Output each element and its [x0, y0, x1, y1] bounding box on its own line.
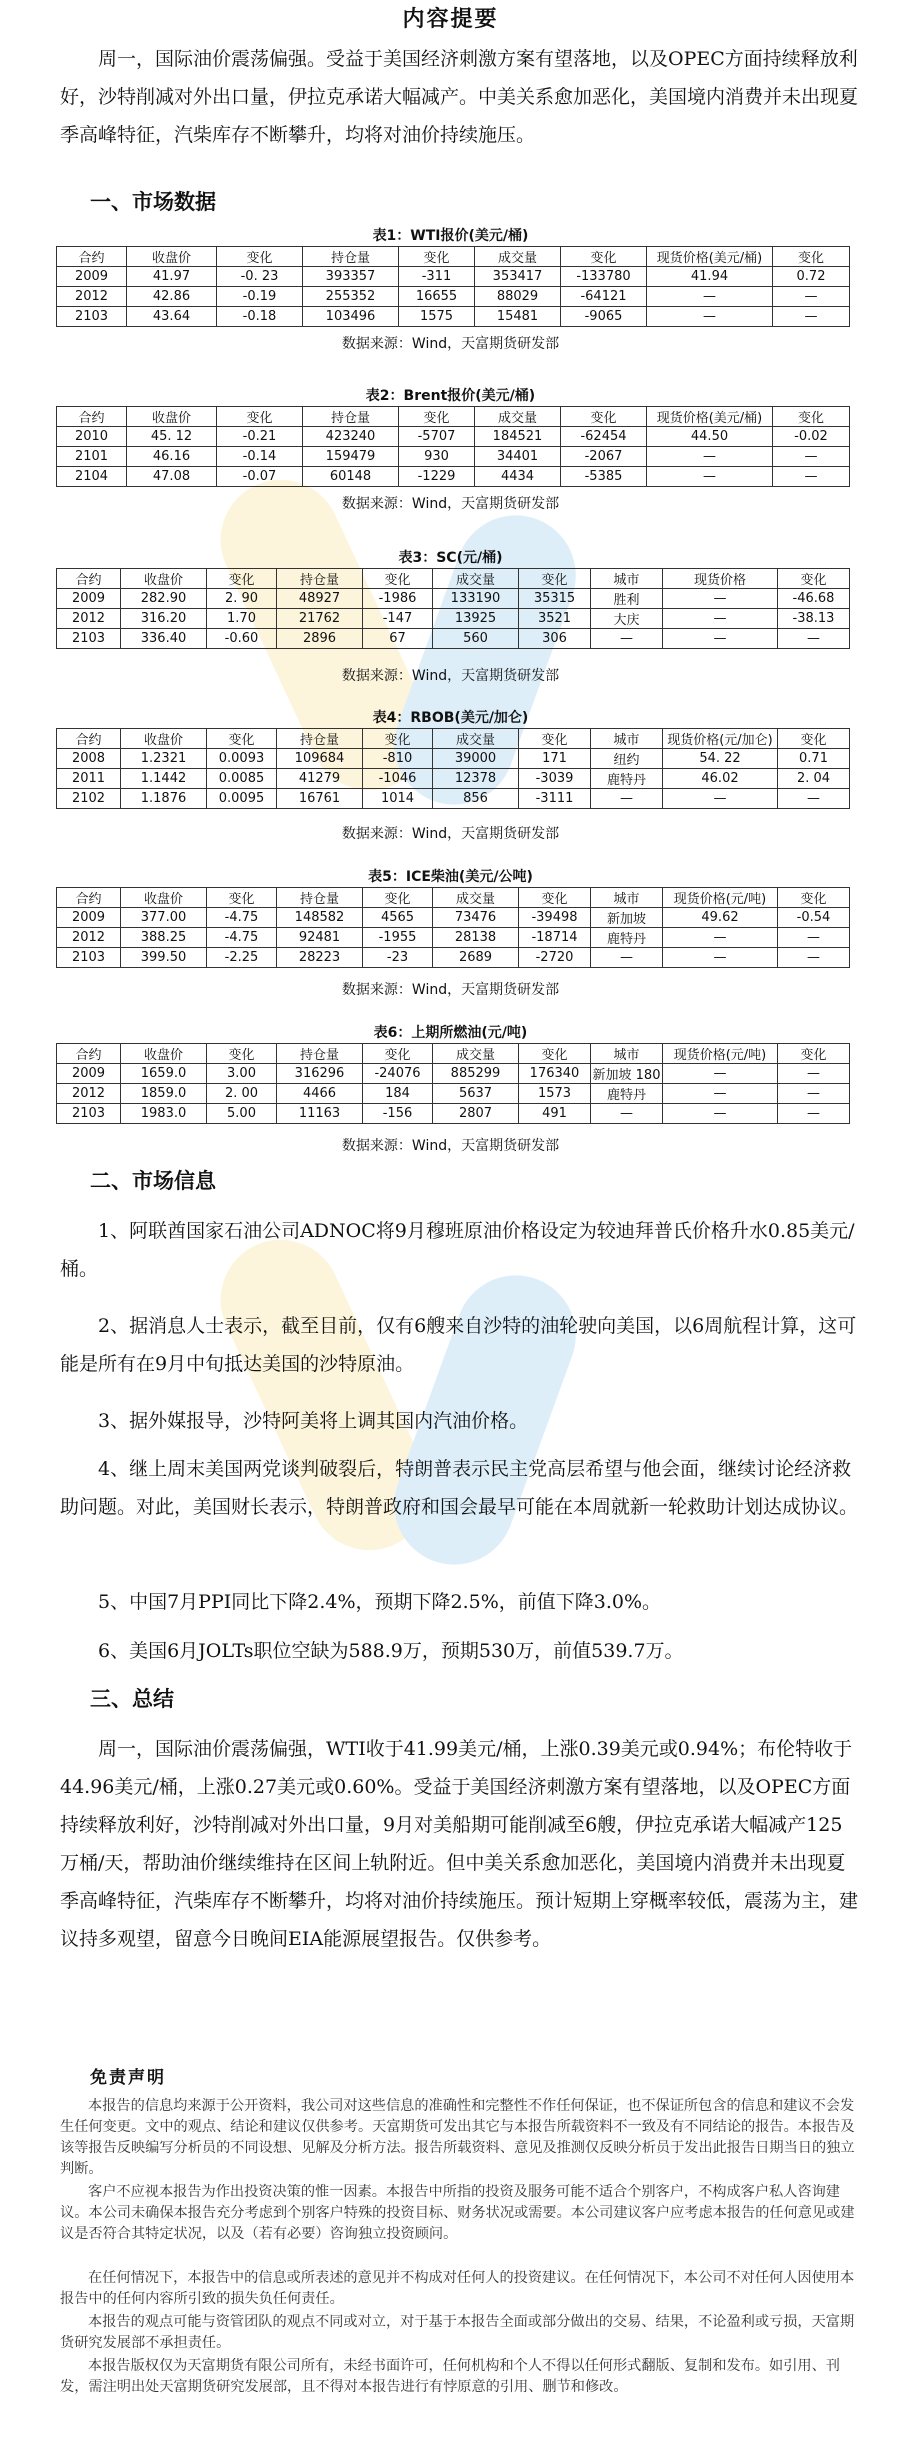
table-cell: —	[773, 307, 850, 327]
table-cell: —	[663, 948, 778, 968]
summary-paragraph: 周一，国际油价震荡偏强。受益于美国经济刺激方案有望落地，以及OPEC方面持续释放利好，沙特削减对外出口量，伊拉克承诺大幅减产。中美关系愈加恶化，美国境内消费并未出现夏季高峰特征，汽柴库存不断攀升，均将对油价持续施压。	[60, 48, 859, 146]
table-cell: —	[647, 287, 773, 307]
table-cell: 15481	[475, 307, 561, 327]
table-header-cell: 变化	[561, 407, 647, 427]
table-cell: —	[591, 629, 663, 649]
table-header-cell: 收盘价	[127, 247, 217, 267]
table-row	[57, 467, 850, 487]
table-cell: 28223	[277, 948, 363, 968]
table-header-cell: 变化	[778, 1044, 850, 1064]
disclaimer-paragraph: 本报告版权仅为天富期货有限公司所有，未经书面许可，任何机构和个人不得以任何形式翻版、复制和发布。如引用、刊发，需注明出处天富期货研究发展部，且不得对本报告进行有悖原意的引用、删节和修改。	[60, 2358, 840, 2395]
table-cell: —	[663, 609, 778, 629]
table-header-cell: 变化	[778, 888, 850, 908]
table-cell: -64121	[561, 287, 647, 307]
table-cell: 88029	[475, 287, 561, 307]
section-market-info-heading: 二、市场信息	[90, 1169, 216, 1193]
market-info-item: 2、据消息人士表示，截至目前，仅有6艘来自沙特的油轮驶向美国，以6周航程计算，这可能是所有在9月中旬抵达美国的沙特原油。	[60, 1315, 857, 1375]
table-header-cell: 变化	[363, 729, 433, 749]
table-header-cell: 变化	[363, 569, 433, 589]
table-cell: —	[773, 447, 850, 467]
table-cell: -1955	[363, 928, 433, 948]
wti-table	[56, 246, 850, 327]
table-header-cell: 收盘价	[121, 1044, 207, 1064]
table-cell: 388.25	[121, 928, 207, 948]
disclaimer-paragraph: 在任何情况下，本报告中的信息或所表述的意见并不构成对任何人的投资建议。在任何情况下，本公司不对任何人因使用本报告中的任何内容所引致的损失负任何责任。	[60, 2270, 855, 2307]
table-cell: -311	[399, 267, 475, 287]
table-header-cell: 合约	[57, 569, 121, 589]
table-cell: 鹿特丹	[591, 769, 663, 789]
table-cell: -0.02	[773, 427, 850, 447]
table-cell: 44.50	[647, 427, 773, 447]
table-cell: -1046	[363, 769, 433, 789]
table-cell: —	[647, 467, 773, 487]
table-header-cell: 持仓量	[303, 247, 399, 267]
table-cell: 2103	[57, 948, 121, 968]
table-cell: 0.0085	[207, 769, 277, 789]
table-cell: 2101	[57, 447, 127, 467]
table-cell: 2009	[57, 267, 127, 287]
table-caption: 表5：ICE柴油(美元/公吨)	[368, 869, 533, 885]
disclaimer-paragraph: 本报告的观点可能与资管团队的观点不同或对立，对于基于本报告全面或部分做出的交易、结果，不论盈利或亏损，天富期货研究发展部不承担责任。	[60, 2314, 855, 2351]
table-cell: 2012	[57, 609, 121, 629]
table-cell: 0.0095	[207, 789, 277, 809]
table-cell: 2. 04	[778, 769, 850, 789]
market-info-item: 4、继上周末美国两党谈判破裂后，特朗普表示民主党高层希望与他会面，继续讨论经济救助问题。对此，美国财长表示，特朗普政府和国会最早可能在本周就新一轮救助计划达成协议。	[60, 1458, 859, 1518]
table-cell: 2102	[57, 789, 121, 809]
table-header-cell: 现货价格(元/吨)	[663, 888, 778, 908]
table-cell: -0.14	[217, 447, 303, 467]
table-cell: 171	[519, 749, 591, 769]
table-header-cell: 变化	[207, 729, 277, 749]
table-header-row	[57, 888, 850, 908]
table-cell: 316.20	[121, 609, 207, 629]
data-source-note: 数据来源：Wind，天富期货研发部	[341, 982, 560, 998]
table-cell: 255352	[303, 287, 399, 307]
table-cell: -4.75	[207, 928, 277, 948]
table-row	[57, 789, 850, 809]
table-header-cell: 变化	[399, 247, 475, 267]
table-cell: 41.94	[647, 267, 773, 287]
table-cell: -0.21	[217, 427, 303, 447]
table-cell: -2067	[561, 447, 647, 467]
table-cell: —	[773, 467, 850, 487]
table-cell: -4.75	[207, 908, 277, 928]
table-cell: 21762	[277, 609, 363, 629]
table-cell: 60148	[303, 467, 399, 487]
table-cell: 2010	[57, 427, 127, 447]
table-cell: -2.25	[207, 948, 277, 968]
table-cell: 0.72	[773, 267, 850, 287]
table-cell: 46.16	[127, 447, 217, 467]
market-info-item: 1、阿联酋国家石油公司ADNOC将9月穆班原油价格设定为较迪拜普氏价格升水0.85美元/桶。	[60, 1220, 855, 1280]
shfe-fuel-oil-table	[56, 1043, 850, 1124]
ice-diesel-table	[56, 887, 850, 968]
table-cell: 2689	[433, 948, 519, 968]
table-cell: 2. 00	[207, 1084, 277, 1104]
table-cell: 12378	[433, 769, 519, 789]
table-row	[57, 908, 850, 928]
table-header-cell: 变化	[519, 729, 591, 749]
table-header-cell: 变化	[207, 1044, 277, 1064]
table-caption: 表6：上期所燃油(元/吨)	[373, 1025, 528, 1041]
table-cell: -147	[363, 609, 433, 629]
table-cell: -2720	[519, 948, 591, 968]
table-header-cell: 变化	[217, 407, 303, 427]
table-cell: 4565	[363, 908, 433, 928]
table-cell: 1659.0	[121, 1064, 207, 1084]
table-cell: 92481	[277, 928, 363, 948]
table-cell: 377.00	[121, 908, 207, 928]
table-cell: 43.64	[127, 307, 217, 327]
table-cell: 306	[519, 629, 591, 649]
data-source-note: 数据来源：Wind，天富期货研发部	[341, 668, 560, 684]
table-header-cell: 成交量	[433, 888, 519, 908]
table-cell: 1014	[363, 789, 433, 809]
table-header-cell: 变化	[207, 888, 277, 908]
table-cell: 1.2321	[121, 749, 207, 769]
table-cell: 11163	[277, 1104, 363, 1124]
table-cell: -5385	[561, 467, 647, 487]
rbob-table	[56, 728, 850, 809]
table-cell: —	[591, 948, 663, 968]
table-header-cell: 城市	[591, 888, 663, 908]
table-cell: -0.19	[217, 287, 303, 307]
table-header-cell: 变化	[519, 569, 591, 589]
table-cell: 鹿特丹	[591, 928, 663, 948]
table-header-cell: 现货价格(美元/桶)	[647, 407, 773, 427]
table-cell: -0.54	[778, 908, 850, 928]
table-cell: 13925	[433, 609, 519, 629]
table-cell: 鹿特丹	[591, 1084, 663, 1104]
table-header-row	[57, 247, 850, 267]
table-header-cell: 城市	[591, 729, 663, 749]
table-cell: -38.13	[778, 609, 850, 629]
table-cell: 42.86	[127, 287, 217, 307]
table-cell: 1575	[399, 307, 475, 327]
table-header-cell: 变化	[773, 407, 850, 427]
table-cell: —	[778, 1064, 850, 1084]
table-cell: 2008	[57, 749, 121, 769]
table-header-cell: 持仓量	[303, 407, 399, 427]
table-header-cell: 变化	[778, 569, 850, 589]
table-cell: 2103	[57, 307, 127, 327]
table-cell: -0. 23	[217, 267, 303, 287]
table-cell: 393357	[303, 267, 399, 287]
section-market-data-heading: 一、市场数据	[90, 190, 216, 214]
table-cell: 2104	[57, 467, 127, 487]
table-cell: 2012	[57, 287, 127, 307]
table-cell: 1983.0	[121, 1104, 207, 1124]
table-cell: 109684	[277, 749, 363, 769]
table-row	[57, 447, 850, 467]
table-cell: 2012	[57, 1084, 121, 1104]
table-cell: -18714	[519, 928, 591, 948]
table-caption: 表3：SC(元/桶)	[398, 550, 503, 566]
table-cell: 560	[433, 629, 519, 649]
data-source-note: 数据来源：Wind，天富期货研发部	[341, 826, 560, 842]
table-cell: —	[778, 1084, 850, 1104]
table-header-cell: 变化	[561, 247, 647, 267]
table-cell: 1.1442	[121, 769, 207, 789]
table-row	[57, 749, 850, 769]
table-header-cell: 变化	[217, 247, 303, 267]
table-header-cell: 持仓量	[277, 569, 363, 589]
table-header-cell: 城市	[591, 1044, 663, 1064]
table-cell: —	[773, 287, 850, 307]
table-row	[57, 629, 850, 649]
table-header-cell: 成交量	[433, 1044, 519, 1064]
table-header-cell: 现货价格(元/吨)	[663, 1044, 778, 1064]
table-header-row	[57, 1044, 850, 1064]
table-row	[57, 287, 850, 307]
table-cell: —	[663, 589, 778, 609]
table-caption: 表2：Brent报价(美元/桶)	[365, 388, 536, 404]
table-cell: 148582	[277, 908, 363, 928]
table-row	[57, 427, 850, 447]
table-cell: 34401	[475, 447, 561, 467]
table-header-cell: 成交量	[475, 407, 561, 427]
table-cell: -1986	[363, 589, 433, 609]
table-cell: 54. 22	[663, 749, 778, 769]
table-header-cell: 变化	[207, 569, 277, 589]
table-header-cell: 变化	[399, 407, 475, 427]
table-header-cell: 收盘价	[121, 729, 207, 749]
table-row	[57, 267, 850, 287]
data-source-note: 数据来源：Wind，天富期货研发部	[341, 336, 560, 352]
table-cell: 2009	[57, 908, 121, 928]
table-cell: —	[663, 629, 778, 649]
table-cell: 大庆	[591, 609, 663, 629]
table-cell: 423240	[303, 427, 399, 447]
table-header-cell: 收盘价	[127, 407, 217, 427]
table-row	[57, 928, 850, 948]
table-cell: —	[778, 1104, 850, 1124]
table-cell: —	[591, 789, 663, 809]
table-cell: 2807	[433, 1104, 519, 1124]
table-header-cell: 变化	[773, 247, 850, 267]
conclusion-paragraph: 周一，国际油价震荡偏强，WTI收于41.99美元/桶，上涨0.39美元或0.94%；布伦特收于44.96美元/桶，上涨0.27美元或0.60%。受益于美国经济刺激方案有望落地，以及OPEC方面持续释放利好，沙特削减对外出口量，9月对美船期可能削减至6艘，伊拉克承诺大幅减产125万桶/天，帮助油价继续维持在区间上轨附近。但中美关系愈加恶化，美国境内消费并未出现夏季高峰特征，汽柴库存不断攀升，均将对油价持续施压。预计短期上穿概率较低，震荡为主，建议持多观望，留意今日晚间EIA能源展望报告。仅供参考。	[60, 1738, 859, 1950]
table-cell: 28138	[433, 928, 519, 948]
table-header-cell: 合约	[57, 247, 127, 267]
table-cell: 41279	[277, 769, 363, 789]
table-header-cell: 持仓量	[277, 888, 363, 908]
table-cell: 930	[399, 447, 475, 467]
table-cell: 1573	[519, 1084, 591, 1104]
table-header-cell: 收盘价	[121, 888, 207, 908]
table-header-row	[57, 569, 850, 589]
table-row	[57, 1064, 850, 1084]
table-cell: 133190	[433, 589, 519, 609]
table-cell: 46.02	[663, 769, 778, 789]
table-cell: 0.0093	[207, 749, 277, 769]
table-cell: 176340	[519, 1064, 591, 1084]
table-cell: 1.70	[207, 609, 277, 629]
table-cell: 新加坡	[591, 908, 663, 928]
table-cell: -1229	[399, 467, 475, 487]
table-cell: -156	[363, 1104, 433, 1124]
table-cell: 316296	[277, 1064, 363, 1084]
table-header-cell: 现货价格	[663, 569, 778, 589]
table-header-cell: 变化	[363, 1044, 433, 1064]
table-cell: -62454	[561, 427, 647, 447]
table-header-cell: 变化	[519, 888, 591, 908]
table-cell: 48927	[277, 589, 363, 609]
table-header-cell: 现货价格(美元/桶)	[647, 247, 773, 267]
table-cell: 184	[363, 1084, 433, 1104]
table-cell: -5707	[399, 427, 475, 447]
table-cell: -0.07	[217, 467, 303, 487]
data-source-note: 数据来源：Wind，天富期货研发部	[341, 496, 560, 512]
table-row	[57, 609, 850, 629]
table-cell: 2103	[57, 1104, 121, 1124]
table-cell: -3111	[519, 789, 591, 809]
table-header-cell: 合约	[57, 729, 121, 749]
table-cell: —	[663, 1064, 778, 1084]
table-cell: —	[663, 928, 778, 948]
table-cell: -23	[363, 948, 433, 968]
table-caption: 表4：RBOB(美元/加仑)	[372, 710, 529, 726]
table-cell: —	[778, 789, 850, 809]
table-cell: 4434	[475, 467, 561, 487]
table-cell: 885299	[433, 1064, 519, 1084]
table-cell: 2103	[57, 629, 121, 649]
market-info-item: 5、中国7月PPI同比下降2.4%，预期下降2.5%，前值下降3.0%。	[98, 1591, 662, 1613]
table-cell: 0.71	[778, 749, 850, 769]
table-cell: 2011	[57, 769, 121, 789]
table-cell: 49.62	[663, 908, 778, 928]
table-cell: —	[647, 307, 773, 327]
table-cell: 4466	[277, 1084, 363, 1104]
disclaimer-paragraph: 本报告的信息均来源于公开资料，我公司对这些信息的准确性和完整性不作任何保证，也不保证所包含的信息和建议不会发生任何变更。文中的观点、结论和建议仅供参考。天富期货可发出其它与本报告所载资料不一致及有不同结论的报告。本报告及该等报告反映编写分析员的不同设想、见解及分析方法。报告所载资料、意见及推测仅反映分析员于发出此报告日期当日的独立判断。	[60, 2098, 855, 2177]
table-cell: 491	[519, 1104, 591, 1124]
table-cell: 2009	[57, 589, 121, 609]
market-info-item: 6、美国6月JOLTs职位空缺为588.9万，预期530万，前值539.7万。	[98, 1640, 684, 1662]
table-cell: 2. 90	[207, 589, 277, 609]
table-header-row	[57, 729, 850, 749]
table-cell: -46.68	[778, 589, 850, 609]
table-row	[57, 1084, 850, 1104]
table-cell: -0.60	[207, 629, 277, 649]
market-info-item: 3、据外媒报导，沙特阿美将上调其国内汽油价格。	[98, 1410, 529, 1432]
table-cell: —	[663, 1084, 778, 1104]
data-source-note: 数据来源：Wind，天富期货研发部	[341, 1138, 560, 1154]
table-cell: 5.00	[207, 1104, 277, 1124]
table-row	[57, 1104, 850, 1124]
sc-table	[56, 568, 850, 649]
table-cell: 159479	[303, 447, 399, 467]
table-cell: —	[591, 1104, 663, 1124]
table-cell: 856	[433, 789, 519, 809]
table-cell: 103496	[303, 307, 399, 327]
table-cell: 336.40	[121, 629, 207, 649]
page-title: 内容提要	[402, 7, 499, 32]
table-cell: 3521	[519, 609, 591, 629]
table-header-row	[57, 407, 850, 427]
table-cell: 1.1876	[121, 789, 207, 809]
table-row	[57, 307, 850, 327]
table-cell: 35315	[519, 589, 591, 609]
table-header-cell: 收盘价	[121, 569, 207, 589]
table-cell: 73476	[433, 908, 519, 928]
table-cell: 67	[363, 629, 433, 649]
table-cell: -3039	[519, 769, 591, 789]
table-cell: 3.00	[207, 1064, 277, 1084]
table-header-cell: 成交量	[433, 569, 519, 589]
table-row	[57, 769, 850, 789]
table-cell: -39498	[519, 908, 591, 928]
table-header-cell: 变化	[519, 1044, 591, 1064]
table-cell: —	[778, 629, 850, 649]
table-cell: —	[647, 447, 773, 467]
table-cell: -24076	[363, 1064, 433, 1084]
table-header-cell: 城市	[591, 569, 663, 589]
table-cell: 47.08	[127, 467, 217, 487]
table-header-cell: 成交量	[433, 729, 519, 749]
table-caption: 表1：WTI报价(美元/桶)	[372, 228, 529, 244]
table-header-cell: 合约	[57, 888, 121, 908]
table-row	[57, 948, 850, 968]
table-cell: 1859.0	[121, 1084, 207, 1104]
table-cell: 5637	[433, 1084, 519, 1104]
table-header-cell: 合约	[57, 1044, 121, 1064]
table-cell: —	[778, 948, 850, 968]
table-cell: 纽约	[591, 749, 663, 769]
table-header-cell: 持仓量	[277, 729, 363, 749]
table-cell: 353417	[475, 267, 561, 287]
table-cell: -0.18	[217, 307, 303, 327]
table-cell: —	[663, 789, 778, 809]
table-cell: 41.97	[127, 267, 217, 287]
table-cell: 2009	[57, 1064, 121, 1084]
table-header-cell: 变化	[363, 888, 433, 908]
table-header-cell: 持仓量	[277, 1044, 363, 1064]
table-cell: -810	[363, 749, 433, 769]
table-cell: 胜利	[591, 589, 663, 609]
table-cell: -133780	[561, 267, 647, 287]
table-header-cell: 现货价格(元/加仑)	[663, 729, 778, 749]
table-cell: 399.50	[121, 948, 207, 968]
table-cell: 45. 12	[127, 427, 217, 447]
disclaimer-paragraph: 客户不应视本报告为作出投资决策的惟一因素。本报告中所指的投资及服务可能不适合个别客户，不构成客户私人咨询建议。本公司未确保本报告充分考虑到个别客户特殊的投资目标、财务状况或需要。本公司建议客户应考虑本报告的任何意见或建议是否符合其特定状况，以及（若有必要）咨询独立投资顾问。	[60, 2184, 855, 2242]
table-cell: 39000	[433, 749, 519, 769]
table-row	[57, 589, 850, 609]
table-cell: -9065	[561, 307, 647, 327]
table-cell: 16761	[277, 789, 363, 809]
table-cell: 新加坡 180	[591, 1064, 663, 1084]
table-cell: 282.90	[121, 589, 207, 609]
table-cell: 16655	[399, 287, 475, 307]
table-cell: —	[663, 1104, 778, 1124]
table-cell: —	[778, 928, 850, 948]
table-cell: 2896	[277, 629, 363, 649]
brent-table	[56, 406, 850, 487]
table-cell: 2012	[57, 928, 121, 948]
section-conclusion-heading: 三、总结	[90, 1687, 174, 1711]
disclaimer-title: 免责声明	[90, 2068, 166, 2088]
table-cell: 184521	[475, 427, 561, 447]
table-header-cell: 成交量	[475, 247, 561, 267]
table-header-cell: 合约	[57, 407, 127, 427]
table-header-cell: 变化	[778, 729, 850, 749]
